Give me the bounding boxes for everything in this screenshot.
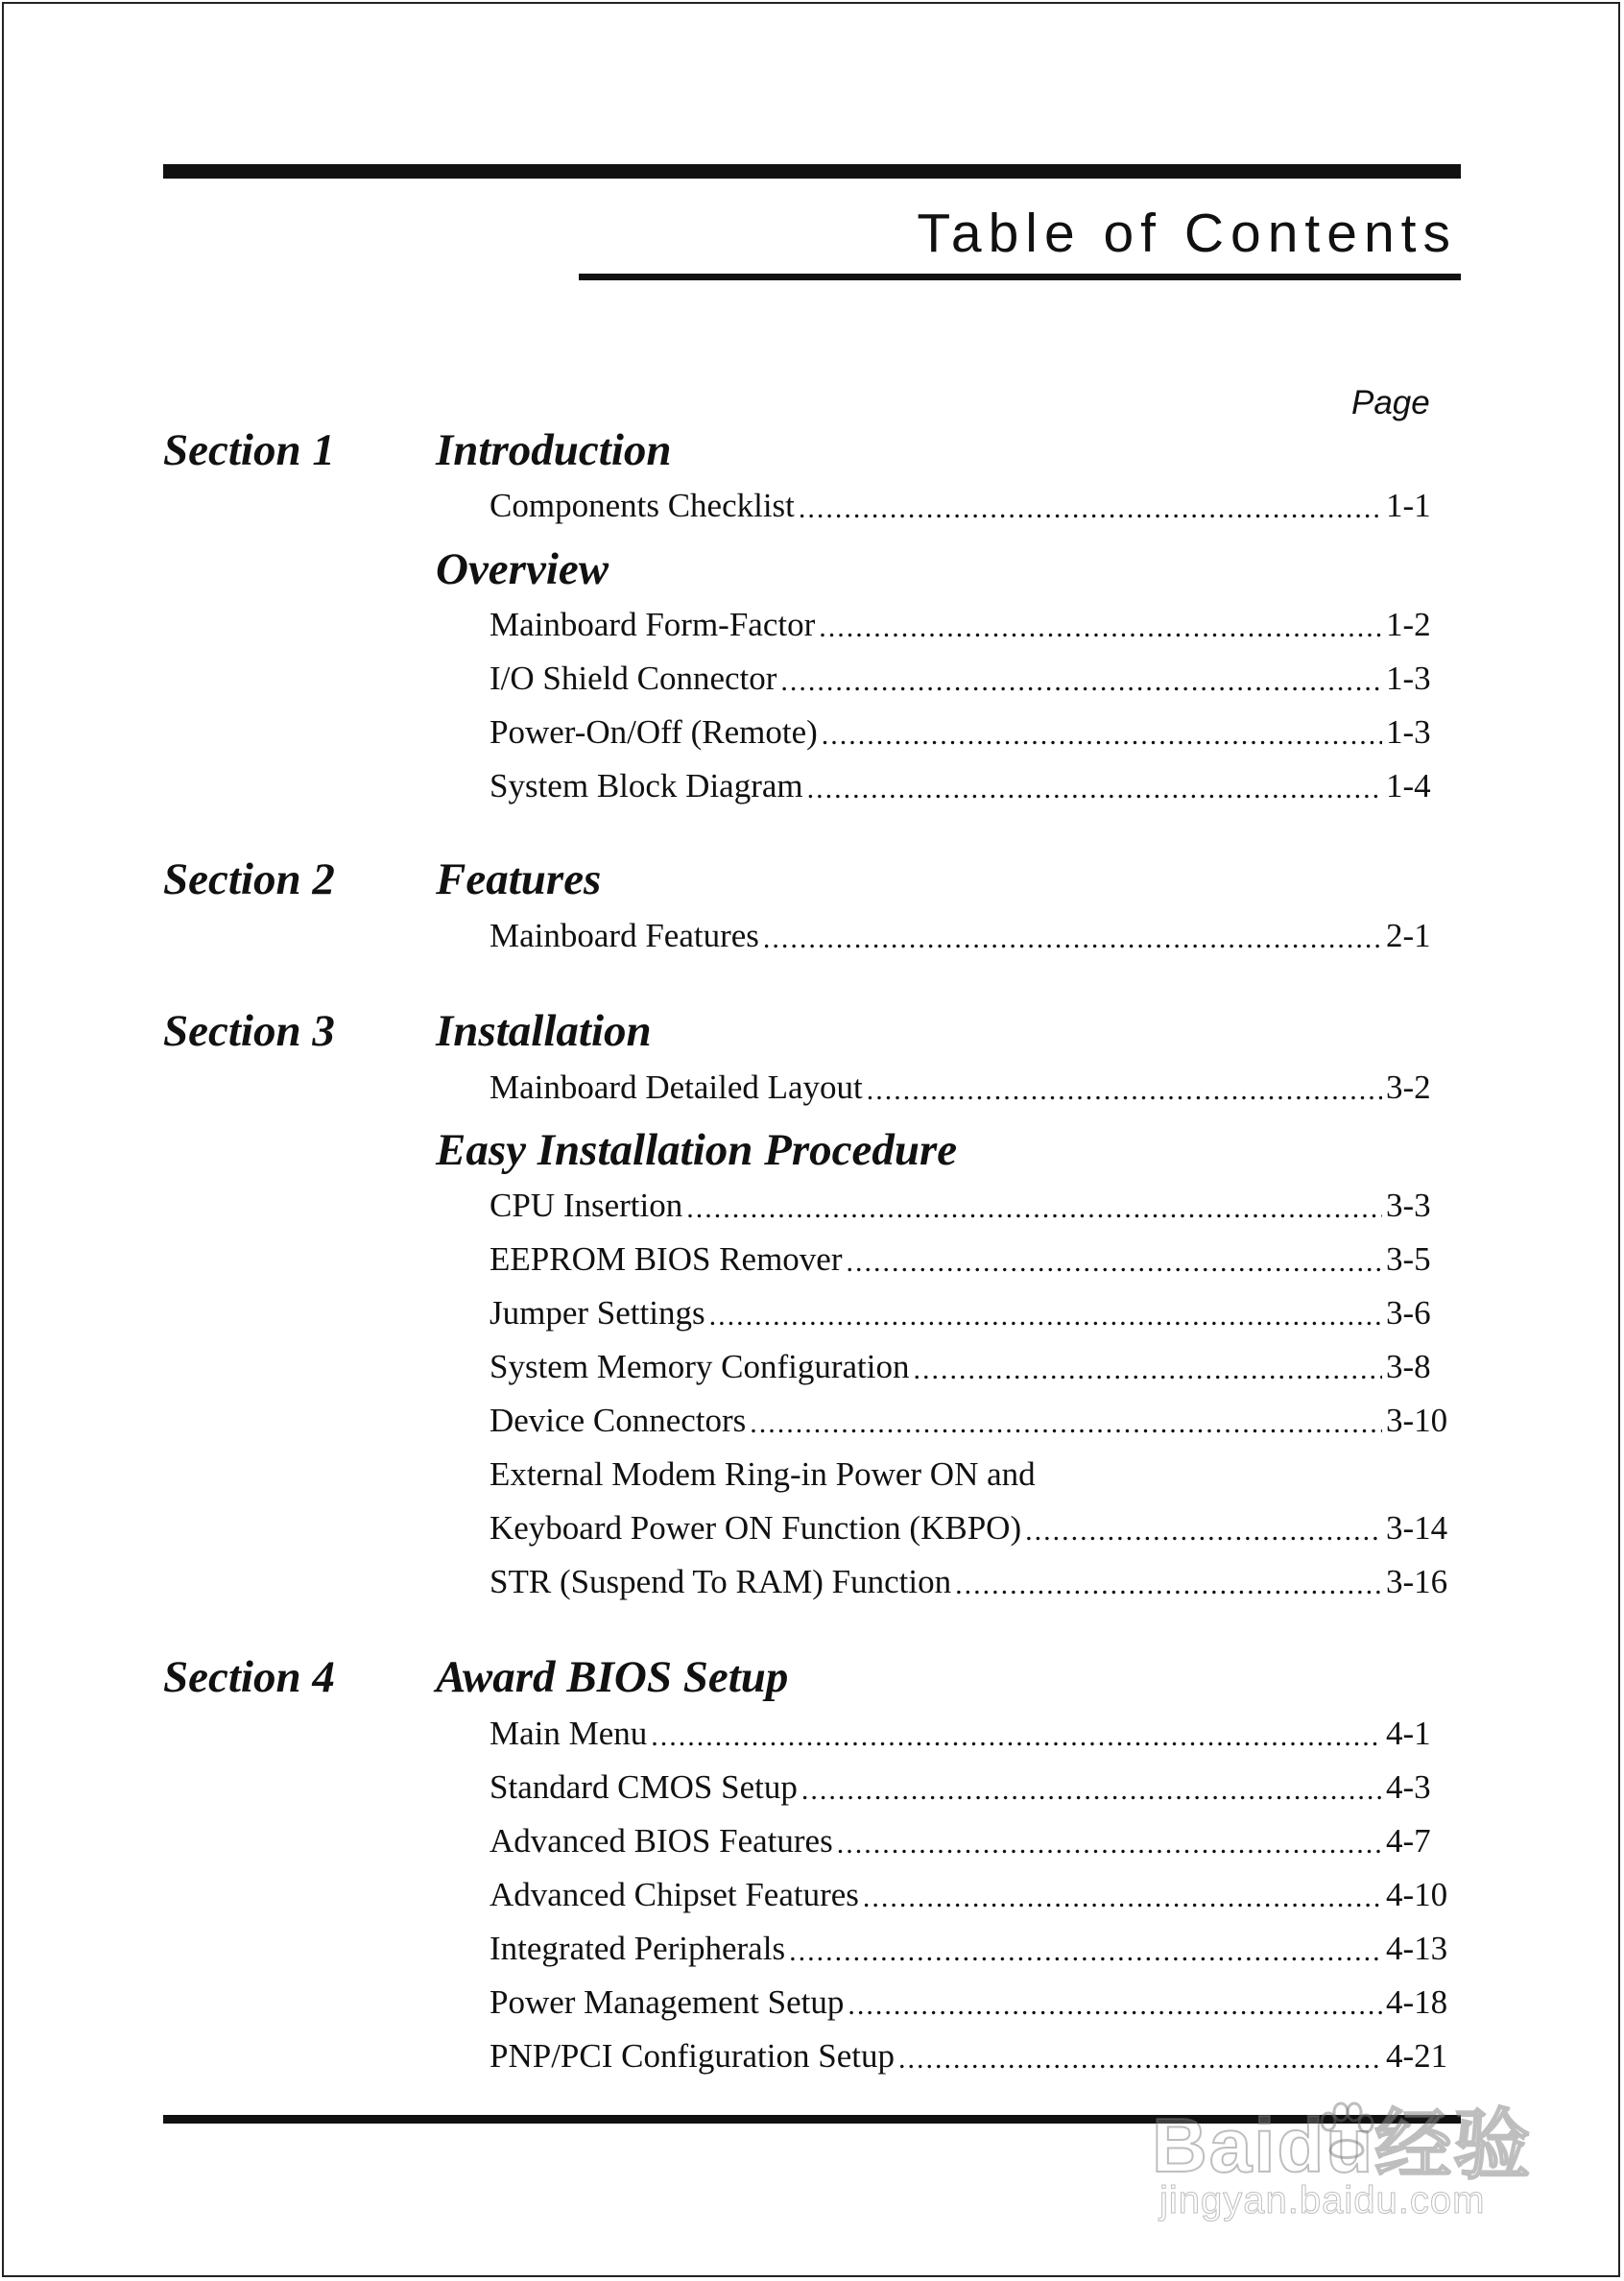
dot-leader: [801, 1769, 1382, 1803]
toc-entry[interactable]: [490, 1187, 1449, 1225]
toc-entry-page: 4-13: [1386, 1930, 1448, 1967]
toc-entry[interactable]: [490, 1876, 1449, 1914]
toc-entry-title: Advanced Chipset Features: [490, 1876, 859, 1913]
toc-entry-page: 4-1: [1386, 1715, 1431, 1752]
dot-leader: [913, 1349, 1382, 1382]
page-title: Table of Contents: [917, 203, 1457, 264]
toc-entry-page: 1-2: [1386, 606, 1431, 643]
toc-entry[interactable]: [490, 2037, 1449, 2076]
top-rule: [163, 164, 1461, 179]
toc-entry-title: Mainboard Features: [490, 917, 759, 954]
toc-entry-page: 3-6: [1386, 1294, 1431, 1332]
toc-entry-title: Keyboard Power ON Function (KBPO): [490, 1509, 1022, 1547]
dot-leader: [709, 1295, 1382, 1329]
dot-leader: [1025, 1510, 1382, 1544]
toc-entry-page: 1-3: [1386, 713, 1431, 751]
toc-entry-page: 3-10: [1386, 1402, 1448, 1439]
toc-entry-title: Standard CMOS Setup: [490, 1768, 798, 1806]
toc-entry[interactable]: [490, 767, 1449, 805]
toc-entry[interactable]: [490, 660, 1449, 698]
toc-entry-title: CPU Insertion: [490, 1187, 683, 1224]
heading-installation: Installation: [436, 1006, 652, 1056]
toc-entry-title: Power-On/Off (Remote): [490, 713, 818, 751]
toc-entry-continued-title[interactable]: External Modem Ring-in Power ON and: [490, 1455, 1036, 1493]
heading-easy-installation: Easy Installation Procedure: [436, 1125, 958, 1175]
page-column-label: Page: [1351, 384, 1430, 421]
heading-award-bios-setup: Award BIOS Setup: [436, 1652, 789, 1702]
toc-entry-title: System Block Diagram: [490, 767, 803, 804]
toc-entry-page: 3-3: [1386, 1187, 1431, 1224]
toc-entry-page: 4-18: [1386, 1983, 1448, 2021]
dot-leader: [686, 1188, 1382, 1221]
dot-leader: [819, 607, 1382, 640]
toc-entry-page: 1-4: [1386, 767, 1431, 804]
toc-entry-title: System Memory Configuration: [490, 1348, 910, 1385]
dot-leader: [955, 1564, 1382, 1597]
toc-entry-page: 3-14: [1386, 1509, 1448, 1547]
dot-leader: [789, 1931, 1382, 1964]
section-2-label: Section 2: [163, 854, 335, 904]
toc-entry[interactable]: [490, 1715, 1449, 1753]
toc-entry-title: STR (Suspend To RAM) Function: [490, 1563, 952, 1600]
toc-entry-title: I/O Shield Connector: [490, 660, 777, 697]
title-underline: [579, 274, 1461, 280]
dot-leader: [867, 1069, 1382, 1103]
toc-entry-page: 2-1: [1386, 917, 1431, 954]
toc-entry[interactable]: [490, 1930, 1449, 1968]
dot-leader: [863, 1877, 1382, 1910]
dot-leader: [750, 1403, 1382, 1436]
toc-entry-page: 1-1: [1386, 487, 1431, 524]
toc-entry[interactable]: [490, 606, 1449, 644]
toc-entry-title: Components Checklist: [490, 487, 795, 524]
toc-entry[interactable]: [490, 1348, 1449, 1386]
toc-entry-title: Mainboard Form-Factor: [490, 606, 816, 643]
toc-entry[interactable]: [490, 1402, 1449, 1440]
dot-leader: [847, 1241, 1383, 1275]
watermark-brand: Baidu经验: [1152, 2102, 1533, 2188]
toc-entry-title: Mainboard Detailed Layout: [490, 1068, 863, 1106]
dot-leader: [807, 768, 1382, 802]
toc-entry-page: 4-7: [1386, 1822, 1431, 1860]
watermark-url: jingyan.baidu.com: [1159, 2179, 1486, 2221]
dot-leader: [651, 1716, 1382, 1749]
heading-features: Features: [436, 854, 602, 904]
toc-entry-title: Main Menu: [490, 1715, 648, 1752]
dot-leader: [799, 488, 1382, 521]
toc-entry[interactable]: [490, 1822, 1449, 1861]
toc-entry-title: PNP/PCI Configuration Setup: [490, 2037, 895, 2075]
toc-entry-page: 4-21: [1386, 2037, 1448, 2075]
toc-entry-page: 4-3: [1386, 1768, 1431, 1806]
dot-leader: [848, 1984, 1382, 2018]
toc-entry-title: Integrated Peripherals: [490, 1930, 786, 1967]
section-1-label: Section 1: [163, 425, 335, 475]
toc-entry[interactable]: [490, 1068, 1449, 1107]
section-4-label: Section 4: [163, 1652, 335, 1702]
toc-entry[interactable]: [490, 1240, 1449, 1279]
toc-entry-page: 3-16: [1386, 1563, 1448, 1600]
toc-entry-page: 3-5: [1386, 1240, 1431, 1278]
toc-entry[interactable]: [490, 487, 1449, 525]
toc-entry-page: 3-2: [1386, 1068, 1431, 1106]
dot-leader: [822, 714, 1382, 748]
toc-entry-title: Device Connectors: [490, 1402, 747, 1439]
toc-entry-title: EEPROM BIOS Remover: [490, 1240, 843, 1278]
toc-entry[interactable]: [490, 1294, 1449, 1333]
toc-entry-page: 4-10: [1386, 1876, 1448, 1913]
toc-entry-title: Advanced BIOS Features: [490, 1822, 833, 1860]
dot-leader: [763, 918, 1382, 951]
dot-leader: [780, 660, 1382, 694]
toc-entry[interactable]: [490, 1983, 1449, 2022]
toc-entry[interactable]: [490, 1768, 1449, 1807]
heading-overview: Overview: [436, 544, 609, 594]
toc-entry-page: 1-3: [1386, 660, 1431, 697]
toc-entry-title: Jumper Settings: [490, 1294, 705, 1332]
toc-entry[interactable]: [490, 917, 1449, 955]
dot-leader: [837, 1823, 1382, 1857]
toc-entry[interactable]: [490, 1563, 1449, 1601]
watermark: [1152, 2083, 1536, 2237]
heading-introduction: Introduction: [436, 425, 672, 475]
toc-entry-page: 3-8: [1386, 1348, 1431, 1385]
toc-entry-title: Power Management Setup: [490, 1983, 845, 2021]
toc-entry[interactable]: [490, 713, 1449, 752]
section-3-label: Section 3: [163, 1006, 335, 1056]
paw-icon: [1313, 2101, 1380, 2168]
dot-leader: [898, 2038, 1382, 2072]
toc-entry[interactable]: [490, 1509, 1449, 1548]
